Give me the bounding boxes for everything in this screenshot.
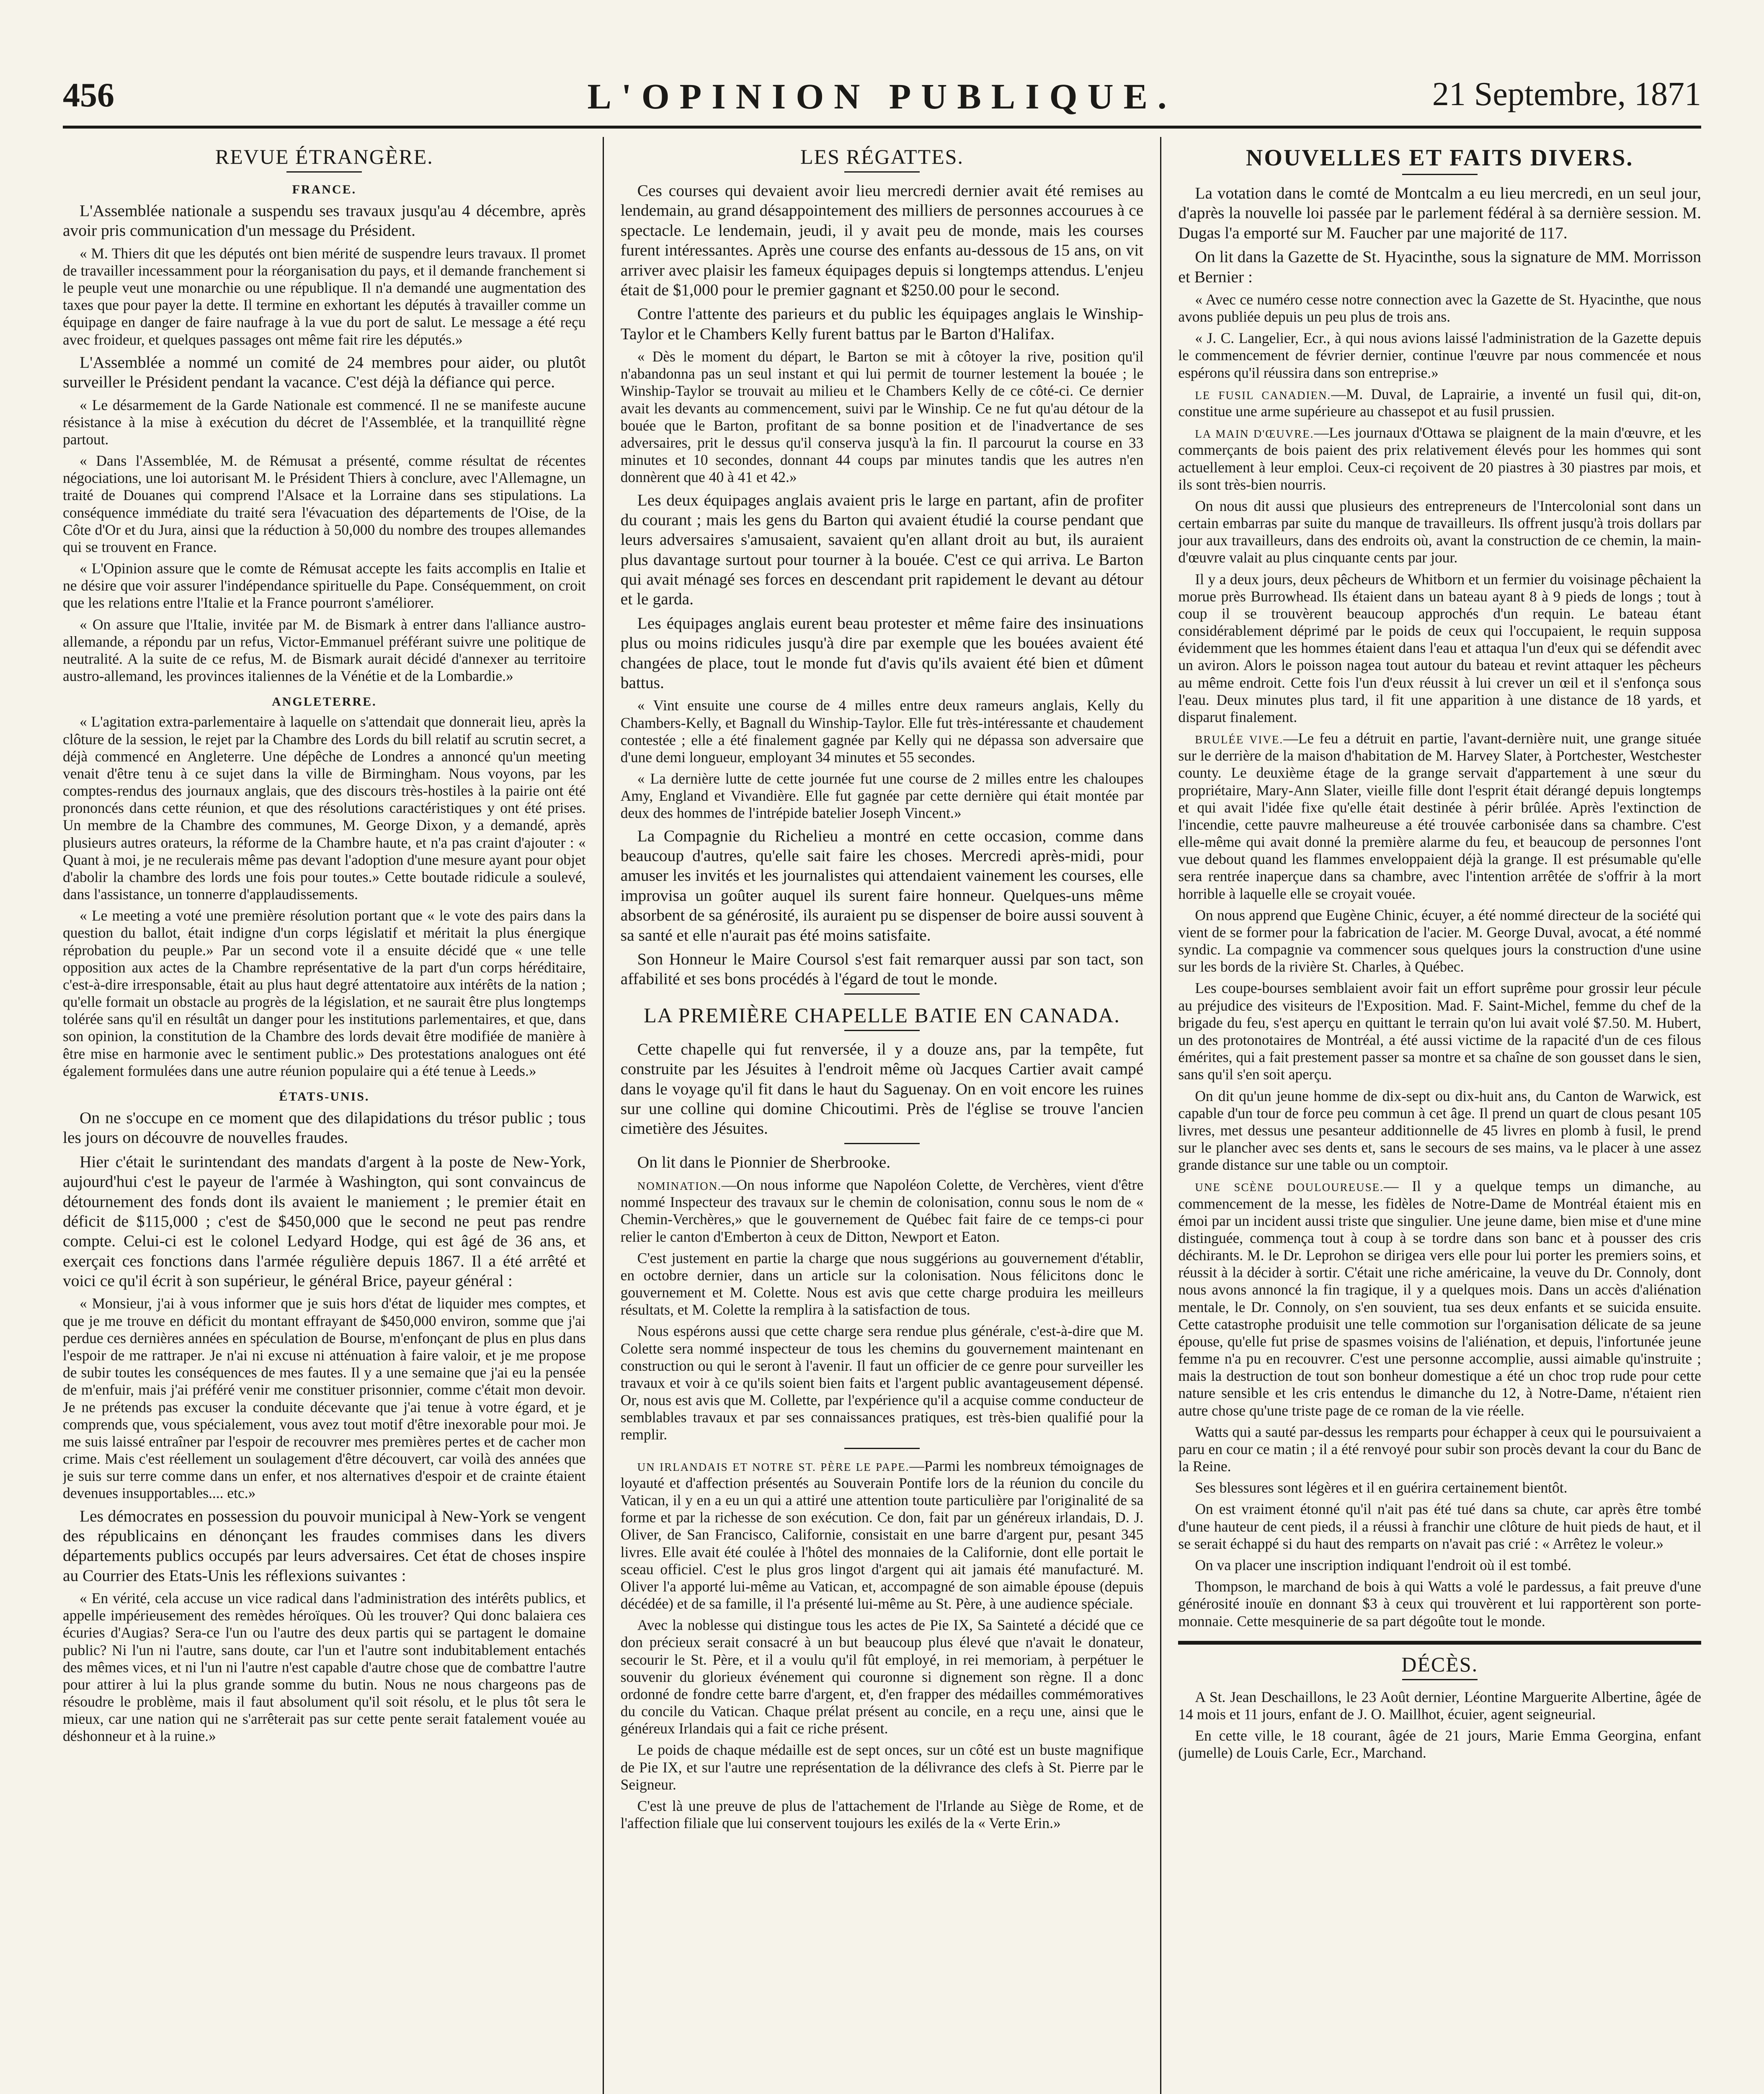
masthead [63,75,1701,129]
paragraph: C'est justement en partie la charge que nous suggérions au gouvernement d'établir, en octobre dernier, dans un article sur la colonisation. Nous félicitons donc le gouvernement et M. Colette. Nous est avis que cette charge produira les meilleurs résultats, et M. Colette la remplira à la satisfaction de tous. [620,1249,1144,1318]
paragraph-text: —Le feu a détruit en partie, l'avant-dernière nuit, une grange située sur le derrière de la maison d'habitation de M. Harvey Slater, à Portchester, Westchester county. Le deuxième étage de la grange servait d'appartement à une sœur du propriétaire, Mary-Ann Slater, vieille fille dont l'esprit était dérangé depuis longtemps et qui avait l'idée fixe qu'elle était destinée à périr brûlée. Après l'extinction de l'incendie, cette pauvre malheureuse a été trouvée carbonisée dans sa chambre. C'est elle-même qui avait donné la première alarme du feu, et beaucoup de personnes l'ont vue debout quand les flammes enveloppaient déjà la grange. Il est présumable qu'elle sera rentrée inaperçue dans sa chambre, avec l'intention arrêtée de s'offrir à la mort horrible à laquelle elle se croyait vouée. [1178,730,1702,902]
divider [844,171,920,173]
paragraph [621,1176,1144,1246]
paragraph: « Le meeting a voté une première résolution portant que « le vote des pairs dans la question du ballot, était indigne d'un corps législatif et méritait la plus énergique réprobation du peuple.» Par un second vote il a ensuite décidé que « une telle opposition aux actes de la Chambre représentative de la part d'un corps héréditaire, c'est-à-dire irresponsable, était au plus haut degré attentatoire aux intérêts de la nation ; qu'elle formait un obstacle au progrès de la législation, et ne saurait être plus longtemps tolérée sans qu'il en résultât un danger pour les institutions parlementaires, et que, dans son opinion, la constitution de la Chambre des lords devait être modifiée de manière à être mise en harmonie avec le sentiment public.» Des protestations analogues ont été également formulées dans une autre réunion populaire qui a été tenue à Leeds.» [63,907,586,1079]
paragraph [1178,386,1701,420]
paragraph: Les démocrates en possession du pouvoir municipal à New-York se vengent des républicains en dénonçant les fraudes commises dans les divers départements publics occupés par leurs adversaires. Cet état de choses inspire au Courrier des Etats-Unis les réflexions suivantes : [63,1506,586,1585]
run-in-heading: BRULÉE VIVE. [1195,733,1284,746]
paragraph: « M. Thiers dit que les députés ont bien mérité de suspendre leurs travaux. Il promet de travailler incessamment pour la réorganisation du pays, et il demande franchement si le peuple veut une monarchie ou une république. Il n'a demandé une augmentation des taxes que pour payer la dette. Il termine en exhortant les députés à travailler comme un équipage en danger de faire naufrage à la vue du port de salut. Le message a été reçu avec froideur, et quelques passages ont même fait rire les députés.» [63,245,586,348]
paragraph: A St. Jean Deschaillons, le 23 Août dernier, Léontine Marguerite Albertine, âgée de 14 mois et 11 jours, enfant de J. O. Maillhot, écuier, agent seigneurial. [1178,1688,1702,1723]
section-title-chapelle: LA PREMIÈRE CHAPELLE BATIE EN CANADA. [644,1003,1120,1027]
paragraph: Hier c'était le surintendant des mandats d'argent à la poste de New-York, aujourd'hui c'est le payeur de l'armée à Washington, qui sont convaincus de détournement des fonds dont ils avaient le maniement ; le premier était en déficit de $115,000 ; c'est de $450,000 que le second ne peut pas rendre compte. Celui-ci est le colonel Ledyard Hodge, qui est âgé de 36 ans, et exerçait ces fonctions dans l'armée régulière depuis 1867. Il a été arrêté et voici ce qu'il écrit à son supérieur, le général Brice, payeur général : [63,1152,586,1290]
paragraph: « Dès le moment du départ, le Barton se mit à côtoyer la rive, position qu'il n'abandonna pas un seul instant et qui lui permit de tourner lestement la bouée ; le Winship-Taylor se trouvait au milieu et le Chambers Kelly de ce côté-ci. Ce dernier avait les devants au commencement, suivi par le Winship. Ce ne fut qu'au détour de la bouée que le Barton, profitant de sa bonne position et de l'inadvertance de ses adversaires, prit le dessus qu'il conserva jusqu'à la fin. Il parcourut la course en 33 minutes et 10 secondes, donnant 44 coups par minutes tandis que les autres n'en donnèrent que 40 à 41 et 42.» [620,348,1144,486]
section-title: LES RÉGATTES. [800,145,964,168]
paragraph: Nous espérons aussi que cette charge sera rendue plus générale, c'est-à-dire que M. Colette sera nommé inspecteur de tous les chemins du gouvernement maintenant en construction ou qui le seront à l'avenir. Il faut un officier de ce genre pour surveiller les travaux et voir à ce qu'ils soient bien faits et l'argent public avantageusement dépensé. Or, nous est avis que M. Collette, par l'expérience qu'il a acquise comme conducteur de semblables travaux et par ses connaissances pratiques, est très-bien qualifié pour la remplir. [620,1323,1144,1443]
paragraph: « Monsieur, j'ai à vous informer que je suis hors d'état de liquider mes comptes, et que je me trouve en déficit du montant effrayant de $450,000 environ, somme que j'ai perdue ces dernières années en spéculation de Bourse, m'enfonçant de plus en plus dans l'espoir de me rattraper. Je n'ai ni excuse ni atténuation à faire valoir, et je me propose de subir toutes les conséquences de mes fautes. Il y a une semaine que j'ai eu la pensée de m'enfuir, mais j'ai préféré venir me constituer prisonnier, comme c'était mon devoir. Je ne prétends pas excuser la conduite décevante que j'ai tenue à votre égard, et je comprends que, vous spécialement, vous avez tout motif d'être inexorable pour moi. Je me suis laissé entraîner par l'espoir de recouvrer mes premières pertes et de cacher mon crime. Mais c'est réellement un soulagement d'être découvert, car voilà des années que je suis sur terre comme dans un enfer, et nos alternatives d'espoir et de crainte étaient devenues insupportables.... etc.» [63,1295,586,1502]
column-revue-etrangere [63,137,604,2094]
paragraph: L'Assemblée a nommé un comité de 24 membres pour aider, ou plutôt surveiller le Président pendant la vacance. C'est déjà la défiance qui perce. [63,353,586,392]
paragraph-text: —Parmi les nombreux témoignages de loyauté et d'affection présentés au Souverain Pontife lors de la réunion du concile du Vatican, il y en a eu un qui a attiré une attention toute particulière par l'originalité de sa forme et par la richesse de son exécution. Ce don, fait par un généreux irlandais, D. J. Oliver, de San Francisco, Californie, consistait en une barre d'argent pur, pesant 345 livres. Elle avait été coulée à l'hôtel des monnaies de la Californie, dont elle portait le sceau officiel. C'est le plus gros lingot d'argent qui ait jamais été manufacturé. M. Oliver l'a apporté lui-même au Vatican, et, accompagné de son aimable épouse (depuis décédée) et de sa famille, il l'a présenté lui-même au St. Père, à une audience spéciale. [620,1457,1144,1612]
run-in-heading: LA MAIN D'ŒUVRE. [1195,428,1314,441]
issue-date: 21 Septembre, 1871 [1432,76,1701,113]
paragraph: « Dans l'Assemblée, M. de Rémusat a présenté, comme résultat de récentes négociations, une loi autorisant M. le Président Thiers à conclure, avec l'Allemagne, un traité de Douanes qui comprend l'Alsace et la Lorraine dans ses stipulations. La conséquence immédiate du traité sera l'évacuation des départements de l'Oise, de la Côte d'Or et du Jura, ainsi que la réduction à 50,000 du nombre des troupes allemandes qui se trouvent en France. [63,452,586,555]
run-in-heading: LE FUSIL CANADIEN. [1195,389,1331,402]
paragraph: On nous dit aussi que plusieurs des entrepreneurs de l'Intercolonial sont dans un certain embarras par suite du manque de travailleurs. Ils offrent jusqu'à trois dollars par jour aux travailleurs, dans des endroits où, avant la construction de ce chemin, la main-d'œuvre valait au plus cinquante cents par jour. [1178,497,1702,566]
paragraph: « L'agitation extra-parlementaire à laquelle on s'attendait que donnerait lieu, après la clôture de la session, le rejet par la Chambre des Lords du bill relatif au scrutin secret, a déjà commencé en Angleterre. Une dépêche de Londres a annoncé qu'un meeting venait d'être tenu à ce sujet dans la ville de Birmingham. Nous voyons, par les comptes-rendus des journaux anglais, que des discours très-hostiles à la pairie ont été prononcés dans cette réunion, et que des résolutions caractéristiques y ont été prises. Un membre de la Chambre des communes, M. George Dixon, y a demandé, après plusieurs autres orateurs, la réforme de la Chambre haute, et n'a pas craint d'ajouter : « Quant à moi, je ne reculerais même pas devant l'adoption d'une mesure ayant pour objet d'abolir la chambre des lords une fois pour toutes.» Cette boutade ridicule a soulevé, dans l'assistance, un tonnerre d'applaudissements. [63,713,586,903]
divider [844,1143,920,1144]
paragraph: Les deux équipages anglais avaient pris le large en partant, afin de profiter du courant ; mais les gens du Barton qui avaient étudié la course pendant que leurs adversaires s'amusaient, savaient qu'en allant droit au but, ils auraient plus davantage surtout pour tourner à la bouée. C'est ce qui arriva. Le Barton qui avait ménagé ses forces en descendant prit rapidement le devant au détour et le garda. [620,490,1144,609]
paragraph: On est vraiment étonné qu'il n'ait pas été tué dans sa chute, car après être tombé d'une hauteur de cent pieds, il a réussi à franchir une clôture de huit pieds de haut, et il se serait échappé si du haut des remparts on n'avait pas crié : « Arrêtez le voleur.» [1178,1501,1702,1552]
run-in-heading: UN IRLANDAIS ET NOTRE ST. PÈRE LE PAPE. [637,1460,910,1473]
paragraph [1178,730,1701,903]
paragraph: Thompson, le marchand de bois à qui Watts a volé le pardessus, a fait preuve d'une générosité inouïe en donnant $3 à ceux qui trouvèrent et lui rapportèrent son porte-monnaie. Cette mesquinerie de sa part dégoûte tout le monde. [1178,1578,1702,1630]
divider [1402,1679,1478,1680]
paragraph [621,1457,1144,1613]
paragraph: « En vérité, cela accuse un vice radical dans l'administration des intérêts publics, et appelle impérieusement des remèdes héroïques. Où les trouver? Qui donc balaiera ces écuries d'Augias? Sera-ce l'un ou l'autre des deux partis qui se partagent le domaine public? Ni l'un ni l'autre, sans doute, car l'un et l'autre sont indubitablement entachés des mêmes vices, et ni l'un ni l'autre n'est capable d'autre chose que de combattre l'autre pour attirer à lui la plus grande somme du butin. Nous ne nous chargeons pas de résoudre le problème, mais il faut absolument qu'il soit résolu, et le plus tôt sera le mieux, car une nation qui ne s'arrêterait pas sur cette pente serait fatalement vouée au déshonneur et à la ruine.» [63,1590,586,1745]
paragraph-text: —M. Duval, de Laprairie, a inventé un fusil qui, dit-on, constitue une arme supérieure au chassepot et au fusil prussien. [1178,385,1702,420]
paragraph: En cette ville, le 18 courant, âgée de 21 jours, Marie Emma Georgina, enfant (jumelle) de Louis Carle, Ecr., Marchand. [1178,1727,1702,1761]
paragraph: « Le désarmement de la Garde Nationale est commencé. Il ne se manifeste aucune résistance à la mise à exécution du décret de l'Assemblée, et la tranquillité règne partout. [63,396,586,448]
paragraph: Ces courses qui devaient avoir lieu mercredi dernier avait été remises au lendemain, au grand désappointement des milliers de personnes accourues à ce spectacle. Le lendemain, jeudi, il y avait peu de monde, mais les courses furent intéressantes. Après une course des enfants au-dessous de 15 ans, on vit arriver avec plaisir les fameux équipages depuis si longtemps attendus. L'enjeu était de $1,000 pour le premier gagnant et $250.00 pour le second. [620,181,1144,299]
paragraph [1178,424,1701,493]
paragraph: « Vint ensuite une course de 4 milles entre deux rameurs anglais, Kelly du Chambers-Kelly, et Bagnall du Winship-Taylor. Elle fut très-intéressante et chaudement contestée ; elle a été finalement gagnée par Kelly qui ne dépassa son adversaire que d'une demi longueur, employant 34 minutes et 55 secondes. [620,697,1144,766]
paragraph: Avec la noblesse qui distingue tous les actes de Pie IX, Sa Sainteté a décidé que ce don précieux serait consacré à un but beaucoup plus élevé que n'avait le donateur, secourir le St. Père, et il a voulu qu'il fût employé, in rei memoriam, à perpétuer le souvenir du glorieux événement qui couronne si dignement son règne. Il a donc ordonné de fondre cette barre d'argent, et, d'en frapper des médailles commémoratives du concile du Vatican. Chaque prélat présent au concile, en a reçu une, ainsi que le généreux Irlandais qui a fait ce riche présent. [620,1617,1144,1737]
paragraph: Cette chapelle qui fut renversée, il y a douze ans, par la tempête, fut construite par les Jésuites à l'endroit même où Jacques Cartier avait campé dans le voyage qu'il fit dans le haut du Saguenay. On en voit encore les ruines sur une colline qui domine Chicoutimi. Près de l'église se trouve l'ancien cimetière des Jésuites. [620,1039,1144,1138]
section-title: REVUE ÉTRANGÈRE. [215,145,433,168]
newspaper-title: L'OPINION PUBLIQUE. [587,76,1177,116]
paragraph: On va placer une inscription indiquant l'endroit où il est tombé. [1195,1556,1571,1573]
column-regattes [604,137,1162,2094]
subheading-angleterre: ANGLETERRE. [272,695,377,709]
paragraph: L'Assemblée nationale a suspendu ses travaux jusqu'au 4 décembre, après avoir pris communication d'un message du Président. [63,201,586,240]
paragraph: La votation dans le comté de Montcalm a eu lieu mercredi, en un seul jour, d'après la nouvelle loi passée par le parlement fédéral à sa dernière session. M. Dugas l'a emporté sur M. Faucher par une majorité de 117. [1178,184,1702,242]
paragraph: C'est là une preuve de plus de l'attachement de l'Irlande au Siège de Rome, et de l'affection filiale que lui conservent toujours les exilés de la « Verte Erin.» [620,1797,1144,1832]
column-nouvelles [1161,137,1701,2094]
paragraph: Les coupe-bourses semblaient avoir fait un effort suprême pour grossir leur pécule au préjudice des visiteurs de l'Exposition. Mad. F. Saint-Michel, femme du chef de la brigade du feu, s'est aperçu en quittant le terrain qu'on lui avait volé $7.50. M. Hubert, un des protonotaires de Montréal, a été aussi victime de la rapacité d'un de ces filous émérites, qui a fait prestement passer sa montre et sa chaîne de son gousset dans le sien, sans qu'il s'en soit aperçu. [1178,980,1702,1083]
divider [1402,174,1478,175]
paragraph [1178,1178,1701,1419]
paragraph: Ses blessures sont légères et il en guérira certainement bientôt. [1195,1479,1568,1496]
paragraph: « La dernière lutte de cette journée fut une course de 2 milles entre les chaloupes Amy, England et Vivandière. Elle fut gagnée par cette dernière qui était montée par deux des hommes de l'intrépide batelier Joseph Vincent.» [620,770,1144,822]
paragraph: « J. C. Langelier, Ecr., à qui nous avions laissé l'administration de la Gazette depuis le commencement de février dernier, continue l'œuvre par nous commencée et nous espérons qu'il réussira dans son entreprise.» [1178,330,1702,381]
paragraph: Watts qui a sauté par-dessus les remparts pour échapper à ceux qui le poursuivaient a paru en cour ce matin ; il a été renvoyé pour subir son procès devant la cour du Banc de la Reine. [1178,1423,1702,1475]
paragraph: Son Honneur le Maire Coursol s'est fait remarquer aussi par son tact, son affabilité et ses bons procédés à l'égard de tout le monde. [620,949,1144,988]
paragraph-text: —Les journaux d'Ottawa se plaignent de la main d'œuvre, et les commerçants de bois paient des prix relativement élevés pour les hommes qui sont actuellement à leur emploi. Ceux-ci reçoivent de 20 piastres à 30 piastres par mois, et ils sont très-bien nourris. [1178,424,1702,493]
section-title: NOUVELLES ET FAITS DIVERS. [1246,145,1634,171]
page-number: 456 [63,76,114,114]
divider [844,1448,920,1449]
paragraph-text: —On nous informe que Napoléon Colette, de Verchères, vient d'être nommé Inspecteur des travaux sur le chemin de colonisation, connu sous le nom de « Chemin-Verchères,» que le gouvernement de Québec fait faire de ce temps-ci pour relier le canton d'Emberton à ceux de Ditton, Newport et Eaton. [620,1176,1144,1245]
paragraph-text: — Il y a quelque temps un dimanche, au commencement de la messe, les fidèles de Notre-Dame de Montréal étaient mis en émoi par un incident aussi triste que singulier. Une jeune dame, bien mise et d'une mine distinguée, commença tout à coup à se tordre dans son banc et à pousser des cris déchirants. M. le Dr. Leprohon se dirigea vers elle pour lui porter les premiers soins, et réussit à la décider à sortir. C'était une riche américaine, la veuve du Dr. Connoly, dont nous avons annoncé la fin tragique, il y a quelques mois. Dans un accès d'aliénation mentale, le Dr. Connoly, on s'en souvient, tua ses deux enfants et se suicida ensuite. Cette catastrophe produisit une telle commotion sur l'organisation délicate de sa jeune épouse, qu'elle fut prise de spasmes voisins de l'aliénation, et depuis, l'infortunée jeune femme n'a pu en recouvrer. C'est une personne accomplie, aussi aimable qu'instruite ; mais la destruction de tout son bonheur domestique a été un choc trop rude pour cette nature sensible et les cris entendus le dimanche du 12, à Notre-Dame, n'étaient rien autre chose qu'une triste page de ce roman de la vie réelle. [1178,1178,1702,1419]
paragraph: « Avec ce numéro cesse notre connection avec la Gazette de St. Hyacinthe, que nous avons publiée depuis un peu plus de trois ans. [1178,291,1702,325]
paragraph: « L'Opinion assure que le comte de Rémusat accepte les faits accomplis en Italie et ne désire que voir assurer l'indépendance spirituelle du Pape. Conséquemment, on croit que les relations entre l'Italie et la France pourront s'améliorer. [63,560,586,611]
paragraph: Le poids de chaque médaille est de sept onces, sur un côté est un buste magnifique de Pie IX, et sur l'autre une représentation de la délivrance des clefs à St. Pierre par le Seigneur. [620,1741,1144,1793]
run-in-heading: NOMINATION. [637,1180,722,1193]
paragraph: « On assure que l'Italie, invitée par M. de Bismark à entrer dans l'alliance austro-allemande, a répondu par un refus, Victor-Emmanuel préférant suivre une politique de neutralité. A la suite de ce refus, M. de Bismark aurait décidé d'annexer au territoire austro-allemand, les provinces italiennes de la Vénétie et de la Lombardie.» [63,616,586,685]
divider [844,1030,920,1031]
divider [844,993,920,995]
thick-divider [1178,1641,1701,1645]
divider [286,171,362,173]
paragraph: Les équipages anglais eurent beau protester et même faire des insinuations plus ou moins ridicules jusqu'à dire par exemple que les bouées avaient été changées de place, tout le monde fut d'avis qu'ils avaient été bien et dûment battus. [620,614,1144,692]
paragraph: On nous apprend que Eugène Chinic, écuyer, a été nommé directeur de la société qui vient de se former pour la fabrication de l'acier. M. George Duval, avocat, a été nommé syndic. La compagnie va commencer sous quelques jours la construction d'une usine sur les bords de la rivière St. Charles, à Québec. [1178,906,1702,975]
paragraph: On lit dans la Gazette de St. Hyacinthe, sous la signature de MM. Morrisson et Bernier : [1178,248,1702,286]
paragraph: Contre l'attente des parieurs et du public les équipages anglais le Winship-Taylor et le Chambers Kelly furent battus par le Barton d'Halifax. [620,304,1144,343]
subheading-france: FRANCE. [292,183,357,196]
paragraph: Il y a deux jours, deux pêcheurs de Whitborn et un fermier du voisinage pêchaient la morue près Burrowhead. Ils étaient dans un bateau ayant 8 à 9 pieds de longs ; tout à coup il se trouvèrent beaucoup approchés d'un requin. Le bateau étant considérablement déprimé par le poids de ceux qui l'occupaient, le requin supposa évidemment que les hommes étaient dans l'eau et attaqua l'un d'eux qui se défendit avec un aviron. Alors le poisson nagea tout autour du bateau et revint attaquer les pêcheurs au même endroit. Cette fois l'un d'eux réussit à lui crever un œil et il s'enfonça sous l'eau. Deux minutes plus tard, il fit une apparition à une distance de 18 yards, et disparut finalement. [1178,570,1702,725]
paragraph: On ne s'occupe en ce moment que des dilapidations du trésor public ; tous les jours on découvre de nouvelles fraudes. [63,1108,586,1147]
section-title-deces: DÉCÈS. [1401,1652,1478,1676]
paragraph: On dit qu'un jeune homme de dix-sept ou dix-huit ans, du Canton de Warwick, est capable d'un tour de force peu commun à cet âge. Il prend un quart de clous pesant 105 livres, met dessus une pesanteur additionnelle de 45 livres en plomb à fusil, le prend sur le plancher avec ses dents et, sans le secours de ses mains, va le placer à une assez grande distance sur une table ou un comptoir. [1178,1087,1702,1173]
subheading-etats-unis: ÉTATS-UNIS. [279,1089,370,1104]
columns [63,137,1701,2094]
paragraph: On lit dans le Pionnier de Sherbrooke. [637,1153,891,1171]
run-in-heading: UNE SCÈNE DOULOUREUSE. [1195,1181,1384,1194]
paragraph: La Compagnie du Richelieu a montré en cette occasion, comme dans beaucoup d'autres, qu'elle sait faire les choses. Mercredi après-midi, pour amuser les invités et les journalistes qui attendaient vainement les courses, elle improvisa un goûter auquel ils surent faire honneur. Quelques-uns même absorbent de sa générosité, ils auraient pu se dispenser de boire aussi souvent à sa santé et elle n'aurait pas été moins satisfaite. [620,826,1144,944]
